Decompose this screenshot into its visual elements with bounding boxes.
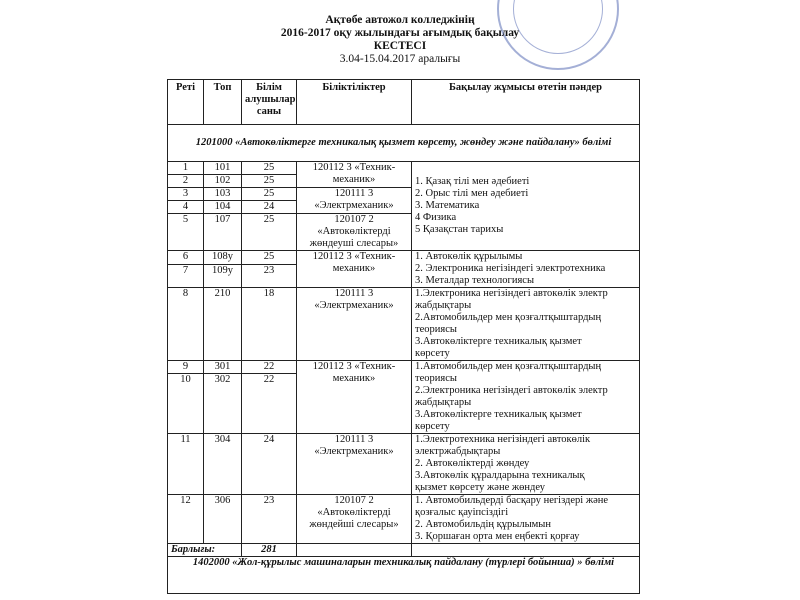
subject-item: теориясы	[415, 373, 457, 384]
row-count: 23	[242, 495, 297, 544]
col-students: Білім алушылар саны	[242, 80, 297, 125]
subject-item: 2. Электроника негізіндегі электротехника	[415, 263, 606, 274]
row-no: 4	[168, 201, 204, 214]
schedule-table	[167, 79, 640, 594]
subjects-cell	[412, 162, 640, 251]
table-row	[168, 361, 640, 374]
subject-item: 1.Электротехника негізіндегі автокөлік	[415, 434, 591, 445]
subject-item: қозғалыс қауіпсіздігі	[415, 507, 509, 518]
subject-item: 3.Автокөліктерге техникалық қызмет	[415, 336, 582, 347]
row-no: 12	[168, 495, 204, 544]
subject-item: 3. Қоршаған орта мен еңбекті қорғау	[415, 531, 580, 542]
table-row	[168, 495, 640, 544]
row-group: 107	[204, 214, 242, 251]
subject-item: 1. Автокөлік құрылымы	[415, 251, 523, 262]
row-no: 6	[168, 251, 204, 265]
row-count: 23	[242, 264, 297, 287]
qualification-cell: 120112 3 «Техник-механик»	[297, 251, 412, 288]
header-row	[168, 80, 640, 125]
row-group: 109у	[204, 264, 242, 287]
col-qualification: Біліктіліктер	[297, 80, 412, 125]
row-group: 104	[204, 201, 242, 214]
row-group: 108у	[204, 251, 242, 265]
subject-item: теориясы	[415, 324, 457, 335]
row-group: 306	[204, 495, 242, 544]
row-no: 2	[168, 175, 204, 188]
row-no: 10	[168, 374, 204, 434]
subject-item: 1. Қазақ тілі мен әдебиеті	[415, 176, 530, 187]
row-count: 25	[242, 162, 297, 175]
subjects-cell	[412, 251, 640, 288]
subject-item: 1. Автомобильдерді басқару негіздері және	[415, 495, 609, 506]
row-no: 8	[168, 288, 204, 361]
qualification-cell: 120107 2 «Автокөліктерді жөндейші слесары»	[297, 495, 412, 544]
section-row	[168, 557, 640, 594]
section-row	[168, 125, 640, 162]
subject-item: жабдықтары	[415, 300, 472, 311]
subject-item: 3.Автокөлік құралдарына техникалық	[415, 470, 585, 481]
section-title: 1402000 «Жол-құрылыс машиналарын техникалық пайдалану (түрлері бойынша) » бөлімі	[168, 557, 640, 594]
total-row	[168, 544, 640, 557]
row-group: 210	[204, 288, 242, 361]
table-row	[168, 434, 640, 495]
row-count: 25	[242, 251, 297, 265]
subject-item: 2.Электроника негізіндегі автокөлік электр	[415, 385, 608, 396]
qualification-cell: 120107 2 «Автокөліктерді жөндеуші слесары»	[297, 214, 412, 251]
row-no: 11	[168, 434, 204, 495]
subject-item: 3. Математика	[415, 200, 480, 211]
year-line: 2016-2017 оқу жылындағы ағымдық бақылау	[280, 27, 520, 39]
row-no: 9	[168, 361, 204, 374]
row-group: 301	[204, 361, 242, 374]
subject-item: 2. Орыс тілі мен әдебиеті	[415, 188, 529, 199]
row-group: 102	[204, 175, 242, 188]
subjects-cell	[412, 495, 640, 544]
row-no: 7	[168, 264, 204, 287]
subject-item: жабдықтары	[415, 397, 472, 408]
row-count: 25	[242, 175, 297, 188]
col-subjects: Бақылау жұмысы өтетін пәндер	[412, 80, 640, 125]
qualification-cell: 120112 3 «Техник-механик»	[297, 361, 412, 434]
subject-item: 4 Физика	[415, 212, 457, 223]
empty-cell	[412, 544, 640, 557]
total-label: Барлығы:	[168, 544, 242, 557]
qualification-cell: 120111 3 «Электрмеханик»	[297, 188, 412, 214]
row-group: 101	[204, 162, 242, 175]
subject-item: 1.Электроника негізіндегі автокөлік электр	[415, 288, 608, 299]
subject-item: көрсету	[415, 421, 450, 432]
row-group: 302	[204, 374, 242, 434]
date-range: 3.04-15.04.2017 аралығы	[339, 53, 461, 65]
qualification-cell: 120111 3 «Электрмеханик»	[297, 434, 412, 495]
subjects-cell	[412, 361, 640, 434]
row-no: 3	[168, 188, 204, 201]
row-group: 304	[204, 434, 242, 495]
row-count: 24	[242, 201, 297, 214]
subject-item: қызмет көрсету және жөндеу	[415, 482, 545, 493]
row-count: 22	[242, 361, 297, 374]
subjects-cell	[412, 434, 640, 495]
row-count: 24	[242, 434, 297, 495]
subjects-cell	[412, 288, 640, 361]
subject-item: 2. Автомобильдің құрылымын	[415, 519, 551, 530]
total-value: 281	[242, 544, 297, 557]
col-group: Топ	[204, 80, 242, 125]
subject-item: 2. Автокөліктерді жөндеу	[415, 458, 530, 469]
row-count: 22	[242, 374, 297, 434]
subject-item: электржабдықтары	[415, 446, 501, 457]
table-row	[168, 162, 640, 175]
empty-cell	[297, 544, 412, 557]
qualification-cell: 120112 3 «Техник-механик»	[297, 162, 412, 188]
row-no: 1	[168, 162, 204, 175]
col-no: Реті	[168, 80, 204, 125]
document-title: КЕСТЕСІ	[373, 40, 427, 52]
subject-item: 2.Автомобильдер мен қозғалтқыштардың	[415, 312, 602, 323]
document-header	[0, 14, 800, 66]
row-count: 25	[242, 214, 297, 251]
subject-item: көрсету	[415, 348, 450, 359]
row-count: 25	[242, 188, 297, 201]
row-count: 18	[242, 288, 297, 361]
table-row	[168, 288, 640, 361]
row-group: 103	[204, 188, 242, 201]
section-title: 1201000 «Автокөліктерге техникалық қызмет көрсету, жөндеу және пайдалану» бөлімі	[168, 125, 640, 162]
row-no: 5	[168, 214, 204, 251]
qualification-cell: 120111 3 «Электрмеханик»	[297, 288, 412, 361]
college-name: Ақтөбе автожол колледжінің	[325, 14, 475, 26]
subject-item: 5 Қазақстан тарихы	[415, 224, 504, 235]
subject-item: 3. Металдар технологиясы	[415, 275, 534, 286]
subject-item: 3.Автокөліктерге техникалық қызмет	[415, 409, 582, 420]
table-row	[168, 251, 640, 265]
subject-item: 1.Автомобильдер мен қозғалтқыштардың	[415, 361, 602, 372]
